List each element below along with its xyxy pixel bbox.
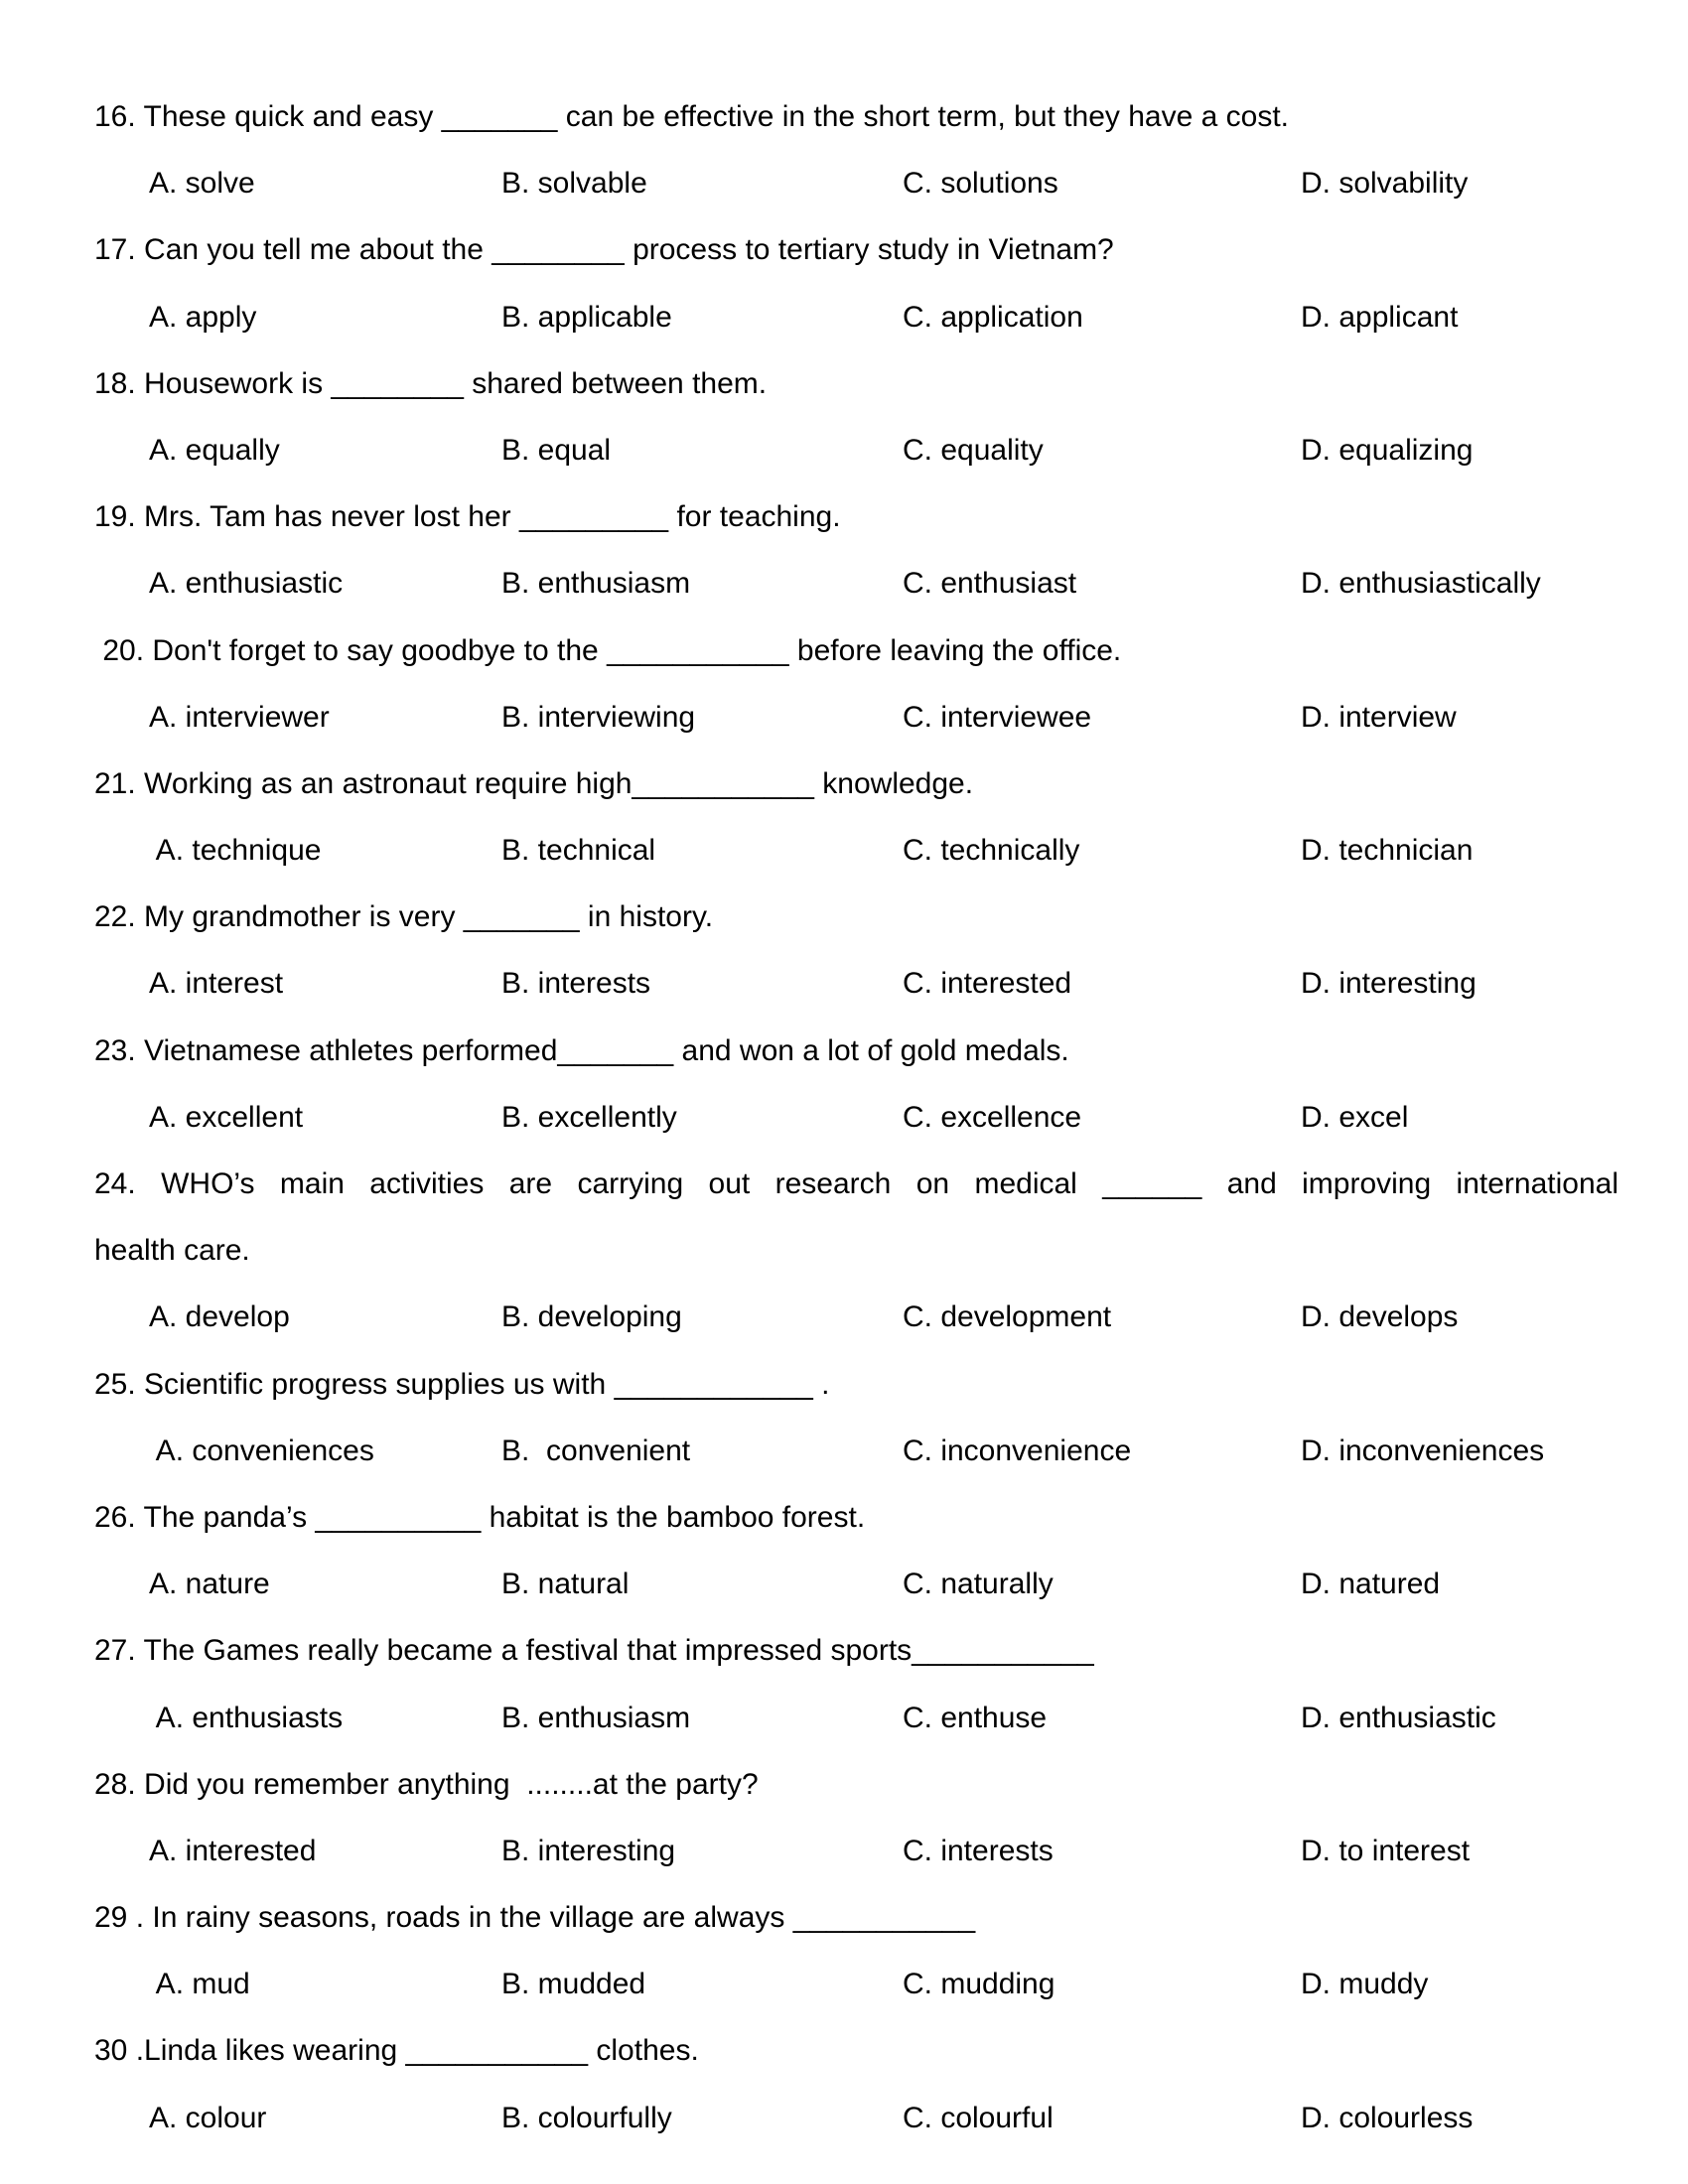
question-30-option-b: B. colourfully [501, 2101, 672, 2134]
question-27-text: 27. The Games really became a festival that impressed sports___________ [94, 1634, 1094, 1668]
question-24-option-c: C. development [903, 1300, 1112, 1334]
question-29-option-c: C. mudding [903, 1968, 1055, 2001]
question-22-option-a: A. interest [149, 967, 284, 1001]
question-27-option-d: D. enthusiastic [1301, 1701, 1496, 1734]
question-17-option-b: B. applicable [501, 300, 672, 334]
question-30-option-d: D. colourless [1301, 2101, 1474, 2134]
question-21-options [94, 817, 1618, 884]
question-22-option-d: D. interesting [1301, 967, 1477, 1001]
question-24-option-d: D. develops [1301, 1300, 1459, 1334]
question-25-text: 25. Scientific progress supplies us with ____________ . [94, 1367, 830, 1401]
question-28-option-a: A. interested [149, 1834, 317, 1867]
question-18-option-d: D. equalizing [1301, 433, 1474, 467]
question-25-option-a: A. conveniences [149, 1433, 374, 1467]
question-16-option-d: D. solvability [1301, 167, 1469, 201]
question-18-option-b: B. equal [501, 433, 612, 467]
question-21-option-c: C. technically [903, 834, 1080, 868]
question-20-text: 20. Don't forget to say goodbye to the ___________ before leaving the office. [94, 633, 1122, 667]
question-27-option-a: A. enthusiasts [149, 1701, 344, 1734]
question-25-option-c: C. inconvenience [903, 1433, 1132, 1467]
question-27-options [94, 1685, 1618, 1751]
question-24-options [94, 1284, 1618, 1350]
question-29-option-b: B. mudded [501, 1968, 646, 2001]
question-18-option-a: A. equally [149, 433, 280, 467]
question-28-option-d: D. to interest [1301, 1834, 1471, 1867]
question-17-options [94, 284, 1618, 350]
question-24-text-line2: health care. [94, 1234, 250, 1268]
question-23-options [94, 1084, 1618, 1151]
question-17-option-c: C. application [903, 300, 1083, 334]
question-19-option-d: D. enthusiastically [1301, 567, 1541, 601]
question-27-option-b: B. enthusiasm [501, 1701, 691, 1734]
question-28-option-b: B. interesting [501, 1834, 676, 1867]
question-24-option-b: B. developing [501, 1300, 682, 1334]
question-16-text: 16. These quick and easy _______ can be effective in the short term, but they have a cost. [94, 100, 1289, 133]
question-26-text: 26. The panda’s __________ habitat is the bamboo forest. [94, 1500, 866, 1534]
question-19-option-a: A. enthusiastic [149, 567, 344, 601]
question-26-option-a: A. nature [149, 1568, 270, 1601]
question-28-text: 28. Did you remember anything ........at the party? [94, 1767, 759, 1801]
question-21-option-a: A. technique [149, 834, 322, 868]
question-19-text: 19. Mrs. Tam has never lost her _________ for teaching. [94, 500, 841, 534]
question-18-option-c: C. equality [903, 433, 1044, 467]
question-24-option-a: A. develop [149, 1300, 290, 1334]
question-25-options [94, 1418, 1618, 1484]
question-23-option-d: D. excel [1301, 1100, 1409, 1134]
question-22-option-b: B. interests [501, 967, 651, 1001]
question-30-option-a: A. colour [149, 2101, 267, 2134]
question-30-options [94, 2085, 1618, 2151]
question-20-options [94, 684, 1618, 751]
question-17-text: 17. Can you tell me about the ________ process to tertiary study in Vietnam? [94, 233, 1114, 267]
question-21-option-d: D. technician [1301, 834, 1474, 868]
question-22-text: 22. My grandmother is very _______ in history. [94, 900, 714, 934]
question-29-options [94, 1951, 1618, 2017]
question-22-options [94, 950, 1618, 1017]
question-21-option-b: B. technical [501, 834, 656, 868]
question-18-options [94, 417, 1618, 483]
question-17-option-d: D. applicant [1301, 300, 1459, 334]
question-26-options [94, 1551, 1618, 1617]
question-29-option-a: A. mud [149, 1968, 250, 2001]
question-29-option-d: D. muddy [1301, 1968, 1429, 2001]
question-17-option-a: A. apply [149, 300, 257, 334]
question-20-option-b: B. interviewing [501, 700, 696, 734]
question-25-option-d: D. inconveniences [1301, 1433, 1545, 1467]
question-25-option-b: B. convenient [501, 1433, 691, 1467]
question-18-text: 18. Housework is ________ shared between them. [94, 366, 768, 400]
question-30-text: 30 .Linda likes wearing ___________ clothes. [94, 2034, 699, 2068]
question-20-option-d: D. interview [1301, 700, 1457, 734]
question-23-option-b: B. excellently [501, 1100, 677, 1134]
question-19-options [94, 550, 1618, 616]
question-29-text: 29 . In rainy seasons, roads in the village are always ___________ [94, 1901, 976, 1935]
question-16-option-b: B. solvable [501, 167, 647, 201]
question-16-option-a: A. solve [149, 167, 255, 201]
question-20-option-c: C. interviewee [903, 700, 1092, 734]
question-28-options [94, 1818, 1618, 1884]
question-23-option-a: A. excellent [149, 1100, 304, 1134]
question-26-option-b: B. natural [501, 1568, 630, 1601]
question-16-option-c: C. solutions [903, 167, 1058, 201]
question-21-text: 21. Working as an astronaut require high___________ knowledge. [94, 766, 974, 800]
question-23-text: 23. Vietnamese athletes performed_______ and won a lot of gold medals. [94, 1033, 1069, 1067]
question-26-option-c: C. naturally [903, 1568, 1054, 1601]
question-22-option-c: C. interested [903, 967, 1072, 1001]
question-16-options [94, 150, 1618, 216]
question-19-option-c: C. enthusiast [903, 567, 1077, 601]
question-28-option-c: C. interests [903, 1834, 1054, 1867]
question-19-option-b: B. enthusiasm [501, 567, 691, 601]
question-26-option-d: D. natured [1301, 1568, 1441, 1601]
question-23-option-c: C. excellence [903, 1100, 1082, 1134]
question-27-option-c: C. enthuse [903, 1701, 1048, 1734]
question-24-text-line1: 24. WHO’s main activities are carrying out research on medical ______ and improving international [94, 1167, 1618, 1200]
question-20-option-a: A. interviewer [149, 700, 330, 734]
question-30-option-c: C. colourful [903, 2101, 1054, 2134]
